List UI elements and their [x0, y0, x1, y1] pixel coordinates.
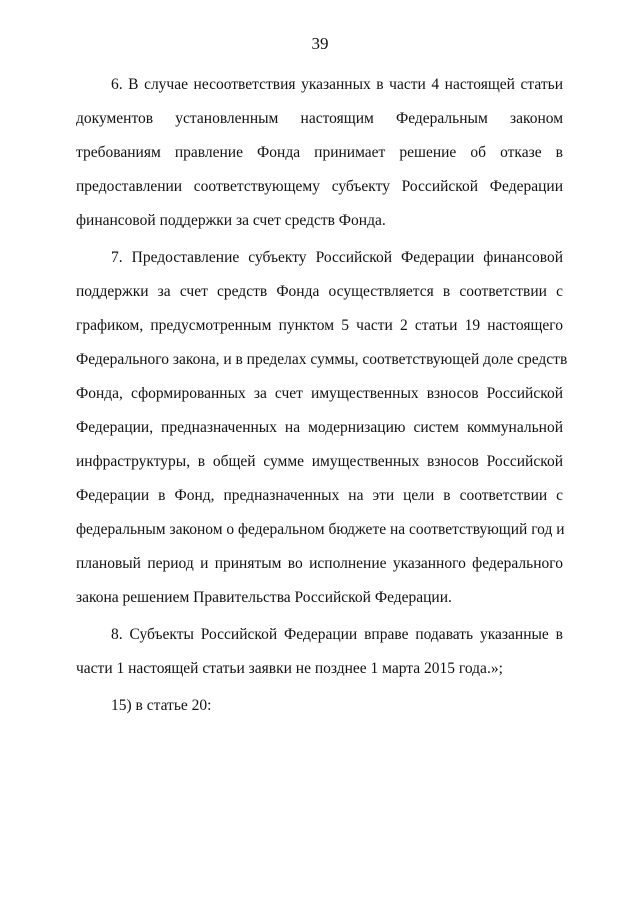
paragraph-line: Федерального закона, и в пределах суммы, соответствующей доле средств [76, 351, 568, 368]
paragraph-8 [76, 618, 563, 686]
paragraph-line: графиком, предусмотренным пунктом 5 части 2 статьи 19 настоящего [76, 317, 563, 334]
document-body [76, 68, 568, 723]
paragraph-line: 6. В случае несоответствия указанных в части 4 настоящей статьи [111, 76, 563, 93]
paragraph-15 [76, 689, 563, 723]
paragraph-line: 7. Предоставление субъекту Российской Федерации финансовой [111, 249, 563, 266]
paragraph-7 [76, 241, 568, 615]
paragraph-line: федеральным законом о федеральном бюджете на соответствующий год и [76, 521, 565, 538]
paragraph-line: предоставлении соответствующему субъекту Российской Федерации [76, 178, 563, 195]
paragraph-line: закона решением Правительства Российской Федерации. [76, 589, 452, 606]
paragraph-line: требованиям правление Фонда принимает решение об отказе в [76, 144, 563, 161]
paragraph-line: поддержки за счет средств Фонда осуществляется в соответствии с [76, 283, 563, 300]
paragraph-6 [76, 68, 563, 238]
paragraph-line: инфраструктуры, в общей сумме имущественных взносов Российской [76, 453, 563, 470]
paragraph-line: плановый период и принятым во исполнение указанного федерального [76, 555, 563, 572]
paragraph-line: 8. Субъекты Российской Федерации вправе подавать указанные в [111, 626, 563, 643]
paragraph-line: Федерации в Фонд, предназначенных на эти цели в соответствии с [76, 487, 563, 504]
paragraph-line: части 1 настоящей статьи заявки не позднее 1 марта 2015 года.»; [76, 660, 503, 677]
paragraph-line: Федерации, предназначенных на модернизацию систем коммунальной [76, 419, 563, 436]
paragraph-line: 15) в статье 20: [111, 697, 212, 714]
page-number: 39 [311, 34, 329, 53]
paragraph-line: Фонда, сформированных за счет имущественных взносов Российской [76, 385, 563, 402]
paragraph-line: финансовой поддержки за счет средств Фонда. [76, 212, 386, 229]
paragraph-line: документов установленным настоящим Федеральным законом [76, 110, 563, 127]
